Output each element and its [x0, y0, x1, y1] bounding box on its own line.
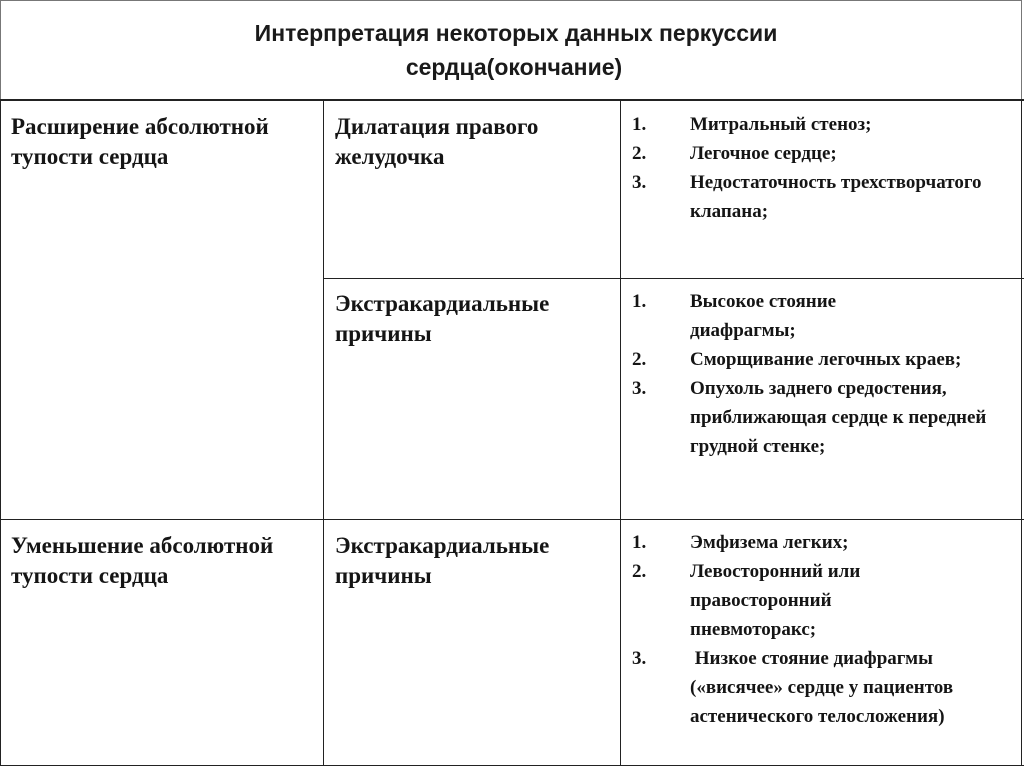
row-divider-causes — [323, 278, 1024, 279]
item-list — [632, 528, 1017, 731]
list-cell-1 — [632, 110, 1017, 226]
cause-extracardiac-2: Экстракардиальные причины — [335, 533, 550, 588]
page-title-line-2: сердца(окончание) — [405, 54, 623, 80]
list-item: 2. Легочное сердце; — [632, 143, 837, 164]
category-reduction: Уменьшение абсолютной тупости сердца — [11, 533, 274, 588]
title-box — [0, 0, 1022, 99]
list-cell-2 — [632, 287, 1017, 461]
list-item: 3. Низкое стояние диафрагмы («висячее» сердце у пациентов астенического телосложения) — [632, 648, 958, 727]
cause-extracardiac-1: Экстракардиальные причины — [335, 291, 550, 346]
list-item: 2. Сморщивание легочных краев; — [632, 349, 962, 370]
list-item: 3. Опухоль заднего средостения, приближающая сердце к передней грудной стенке; — [632, 378, 987, 457]
table-bottom-border — [0, 765, 1024, 766]
item-list — [632, 287, 1017, 461]
table-top-border — [0, 99, 1024, 101]
list-cell-3 — [632, 528, 1017, 731]
list-item: 2. Левосторонний или правосторонний пневмоторакс; — [632, 561, 861, 640]
list-item: 1. Эмфизема легких; — [632, 532, 849, 553]
column-divider-2 — [620, 99, 621, 766]
row-divider-main — [0, 519, 1024, 520]
list-item: 1. Высокое стояние диафрагмы; — [632, 291, 837, 341]
list-item: 3. Недостаточность трехстворчатого клапана; — [632, 172, 982, 222]
list-item: 1. Митральный стеноз; — [632, 114, 872, 135]
page-title-line-1: Интерпретация некоторых данных перкуссии — [254, 20, 778, 46]
percussion-table — [0, 99, 1024, 768]
table-left-border — [0, 99, 1, 766]
category-expansion: Расширение абсолютной тупости сердца — [11, 114, 269, 169]
item-list — [632, 110, 1017, 226]
cause-right-ventricle-dilation: Дилатация правого желудочка — [335, 114, 539, 169]
column-divider-1 — [323, 99, 324, 766]
table-right-border — [1021, 99, 1022, 766]
